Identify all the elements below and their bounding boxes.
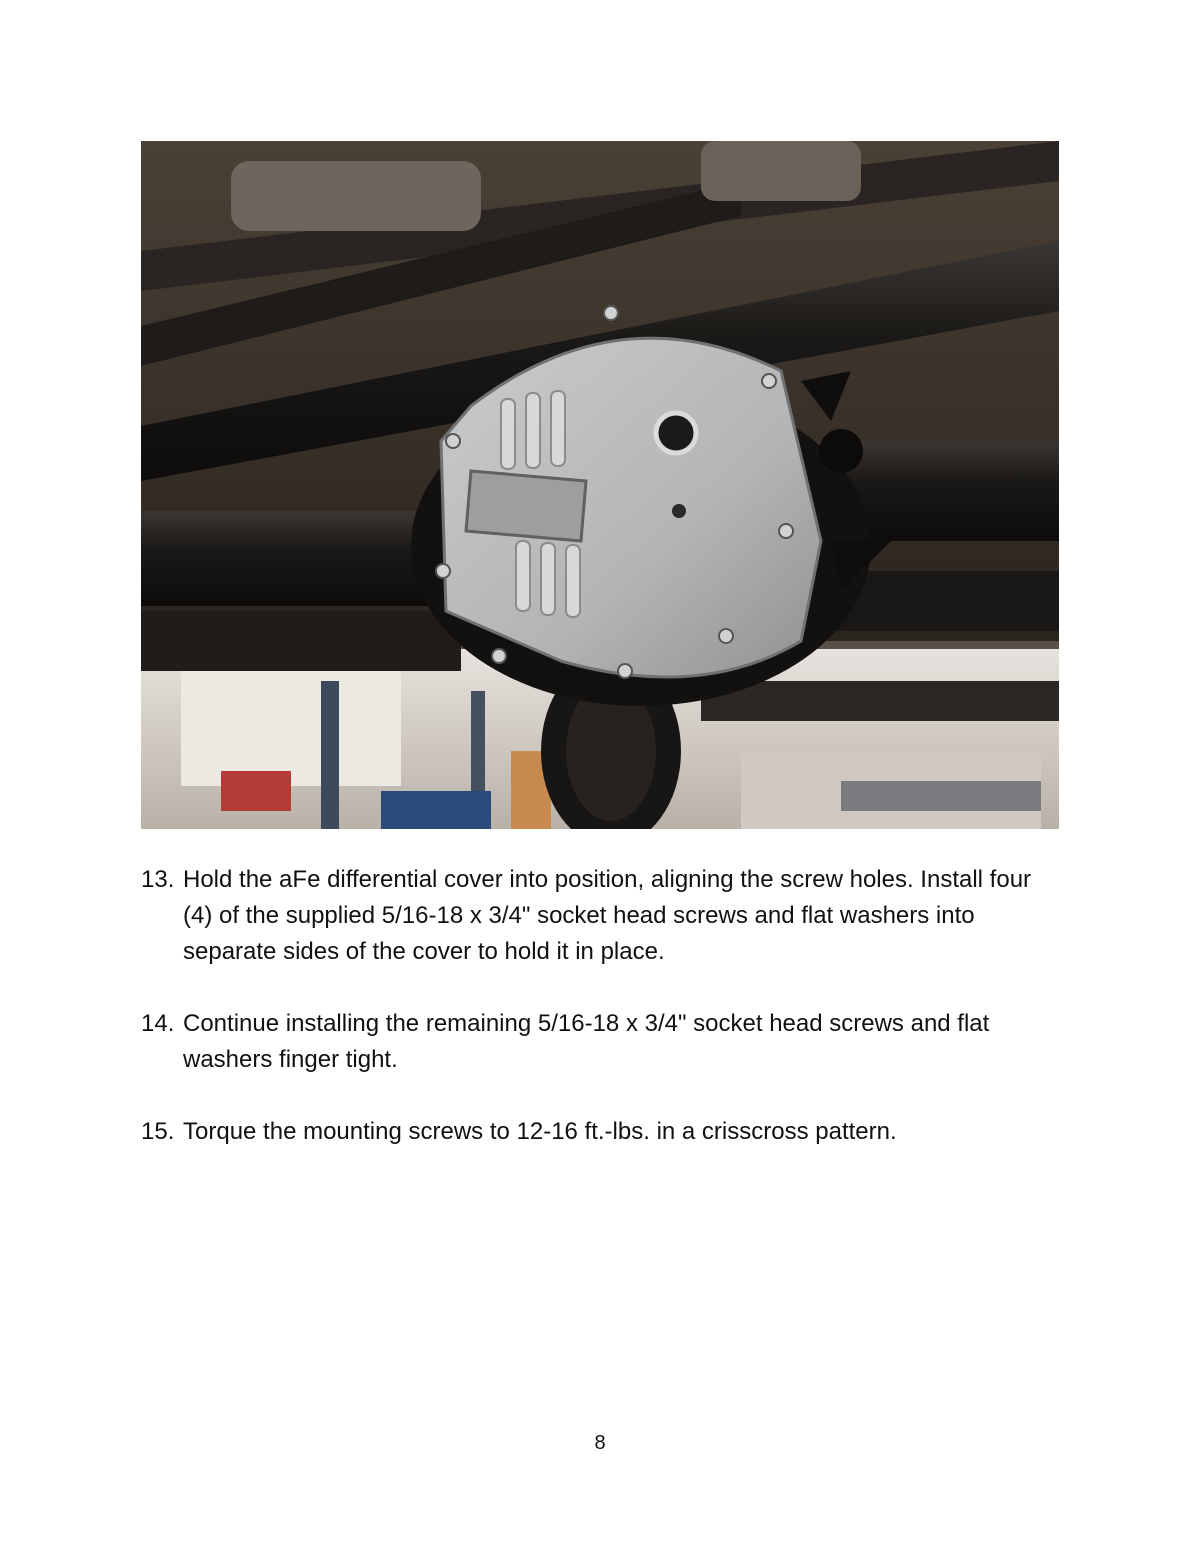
step-13 bbox=[141, 862, 1061, 970]
differential-cover-illustration bbox=[141, 141, 1059, 829]
step-15 bbox=[141, 1114, 1061, 1150]
installation-photo bbox=[141, 141, 1059, 829]
step-text: Continue installing the remaining 5/16-18 x 3/4" socket head screws and flat washers finger tight. bbox=[183, 1010, 990, 1073]
step-number: 15. bbox=[141, 1118, 175, 1145]
page-number: 8 bbox=[594, 1432, 606, 1454]
step-number: 14. bbox=[141, 1010, 175, 1037]
instruction-steps bbox=[141, 862, 1061, 1186]
step-number: 13. bbox=[141, 866, 175, 893]
step-text: Hold the aFe differential cover into position, aligning the screw holes. Install four (4) of the supplied 5/16-18 x 3/4" socket head screws and flat washers into separate sides of the cover to hold it in place. bbox=[183, 866, 1032, 965]
step-text: Torque the mounting screws to 12-16 ft.-lbs. in a crisscross pattern. bbox=[183, 1118, 897, 1145]
step-14 bbox=[141, 1006, 1061, 1078]
